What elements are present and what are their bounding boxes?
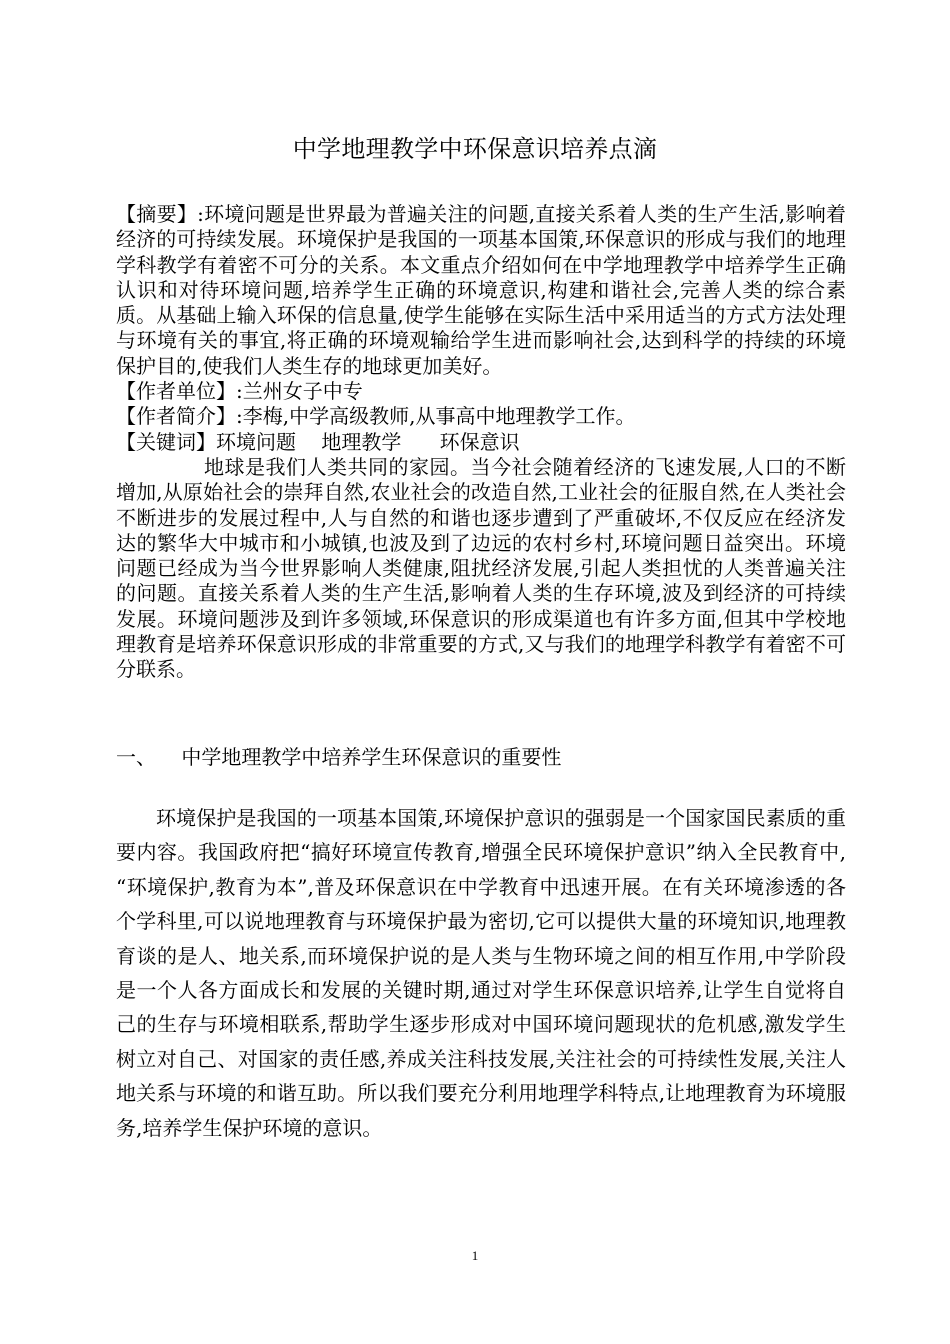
front-matter bbox=[116, 202, 846, 683]
section-heading-1: 一、 中学地理教学中培养学生环保意识的重要性 bbox=[116, 745, 562, 769]
keywords-line: 【关键词】环境问题 地理教学 环保意识 bbox=[116, 429, 520, 454]
intro-paragraph: 地球是我们人类共同的家园。当今社会随着经济的飞速发展,人口的不断增加,从原始社会的崇拜自然,农业社会的改造自然,工业社会的征服自然,在人类社会不断进步的发展过程中,人与自然的和谐也逐步遭到了严重破坏,不仅反应在经济发达的繁华大中城市和小城镇,也波及到了边远的农村乡村,环境问题日益突出。环境问题已经成为当今世界影响人类健康,阻扰经济发展,引起人类担忧的人类普遍关注的问题。直接关系着人类的生产生活,影响着人类的生存环境,波及到经济的可持续发展。环境问题涉及到许多领域,环保意识的形成渠道也有许多方面,但其中学校地理教育是培养环保意识形成的非常重要的方式,又与我们的地理学科教学有着密不可分联系。 bbox=[116, 454, 846, 682]
author-unit: 【作者单位】:兰州女子中专 bbox=[116, 379, 363, 404]
document-title: 中学地理教学中环保意识培养点滴 bbox=[292, 135, 658, 163]
author-intro: 【作者简介】:李梅,中学高级教师,从事高中地理教学工作。 bbox=[116, 404, 636, 429]
page-number: 1 bbox=[471, 1248, 479, 1263]
abstract-paragraph: 【摘要】:环境问题是世界最为普遍关注的问题,直接关系着人类的生产生活,影响着经济的可持续发展。环境保护是我国的一项基本国策,环保意识的形成与我们的地理学科教学有着密不可分的关系。本文重点介绍如何在中学地理教学中培养学生正确认识和对待环境问题,培养学生正确的环境意识,构建和谐社会,完善人类的综合素质。从基础上输入环保的信息量,使学生能够在实际生活中采用适当的方式方法处理与环境有关的事宜,将正确的环境观输给学生进而影响社会,达到科学的持续的环境保护目的,使我们人类生存的地球更加美好。 bbox=[116, 202, 846, 378]
section-1-paragraph: 环境保护是我国的一项基本国策,环境保护意识的强弱是一个国家国民素质的重要内容。我国政府把“搞好环境宣传教育,增强全民环境保护意识”纳入全民教育中, “环境保护,教育为本”,普及环保意识在中学教育中迅速开展。在有关环境渗透的各个学科里,可以说地理教育与环境保护最为密切,它可以提供大量的环境知识,地理教育谈的是人、地关系,而环境保护说的是人类与生物环境之间的相互作用,中学阶段是一个人各方面成长和发展的关键时期,通过对学生环保意识培养,让学生自觉将自己的生存与环境相联系,帮助学生逐步形成对中国环境问题现状的危机感,激发学生树立对自己、对国家的责任感,养成关注科技发展,关注社会的可持续性发展,关注人地关系与环境的和谐互助。所以我们要充分利用地理学科特点,让地理教育为环境服务,培养学生保护环境的意识。 bbox=[116, 806, 846, 1140]
